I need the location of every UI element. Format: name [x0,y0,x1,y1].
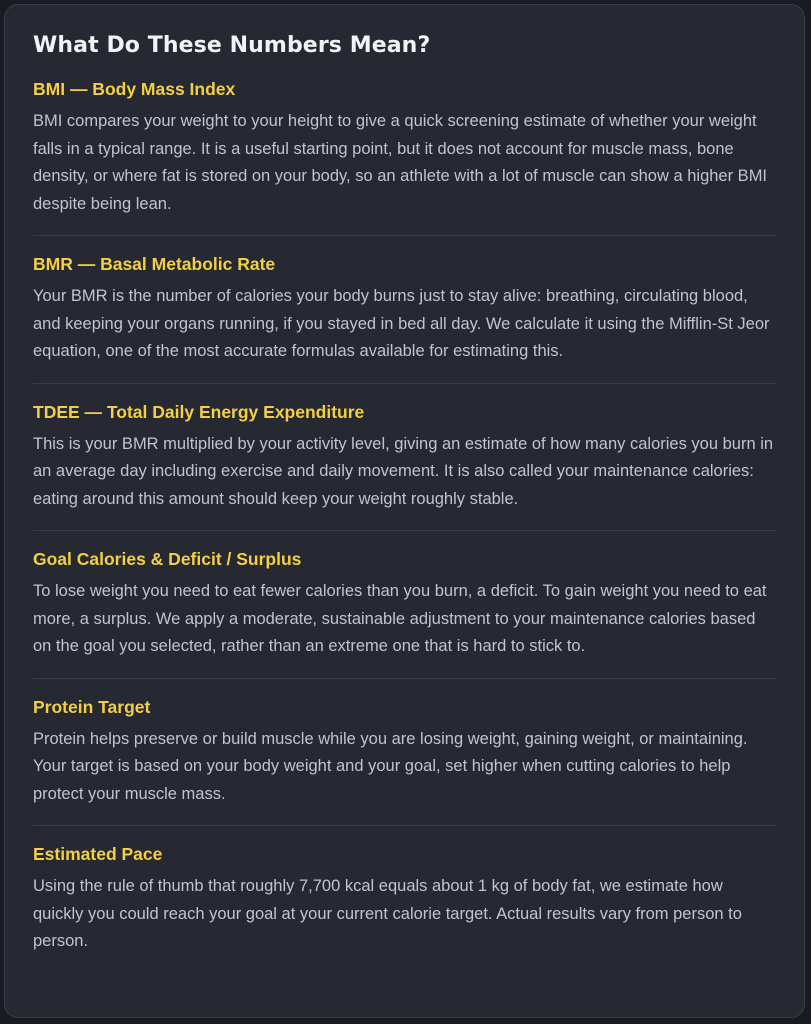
card-title: What Do These Numbers Mean? [33,33,431,58]
section-heading: Protein Target [33,696,151,717]
section-body: Protein helps preserve or build muscle while you are losing weight, gaining weight, or maintaining. Your target is based on your body weight and your goal, set higher when cutting calories to help protect your muscle mass. [33,729,748,803]
section-bmi [33,77,776,236]
section-body: Using the rule of thumb that roughly 7,700 kcal equals about 1 kg of body fat, we estimate how quickly you could reach your goal at your current calorie target. Actual results vary from person to person. [33,877,742,950]
section-heading: Goal Calories & Deficit / Surplus [33,549,302,569]
section-body: This is your BMR multiplied by your activity level, giving an estimate of how many calories you burn in an average day including exercise and daily movement. It is also called your maintenance calories: eating around this amount should keep your weight roughly stable. [33,434,774,508]
section-heading: Estimated Pace [33,844,163,864]
section-body: Your BMR is the number of calories your body burns just to stay alive: breathing, circulating blood, and keeping your organs running, if you stayed in bed all day. We calculate it using the Mifflin-St Jeor equation, one of the most accurate formulas available for estimating this. [33,287,770,360]
section-heading: TDEE — Total Daily Energy Expenditure [33,401,365,422]
section-heading: BMR — Basal Metabolic Rate [33,254,276,274]
explainer-sections [33,77,776,973]
section-bmr [33,252,776,384]
section-goal-calories [33,547,776,679]
section-body: To lose weight you need to eat fewer calories than you burn, a deficit. To gain weight you need to eat more, a surplus. We apply a moderate, sustainable adjustment to your maintenance calories based on the goal you selected, rather than an extreme one that is hard to stick to. [33,582,767,655]
section-heading: BMI — Body Mass Index [33,79,236,99]
section-estimated-pace [33,842,776,973]
section-body: BMI compares your weight to your height to give a quick screening estimate of whether your weight falls in a typical range. It is a useful starting point, but it does not account for muscle mass, bone density, or where fat is stored on your body, so an athlete with a lot of muscle can show a higher BMI despite being lean. [33,112,768,213]
section-tdee [33,400,776,532]
numbers-explainer-card [4,4,805,1018]
section-protein-target [33,695,776,827]
